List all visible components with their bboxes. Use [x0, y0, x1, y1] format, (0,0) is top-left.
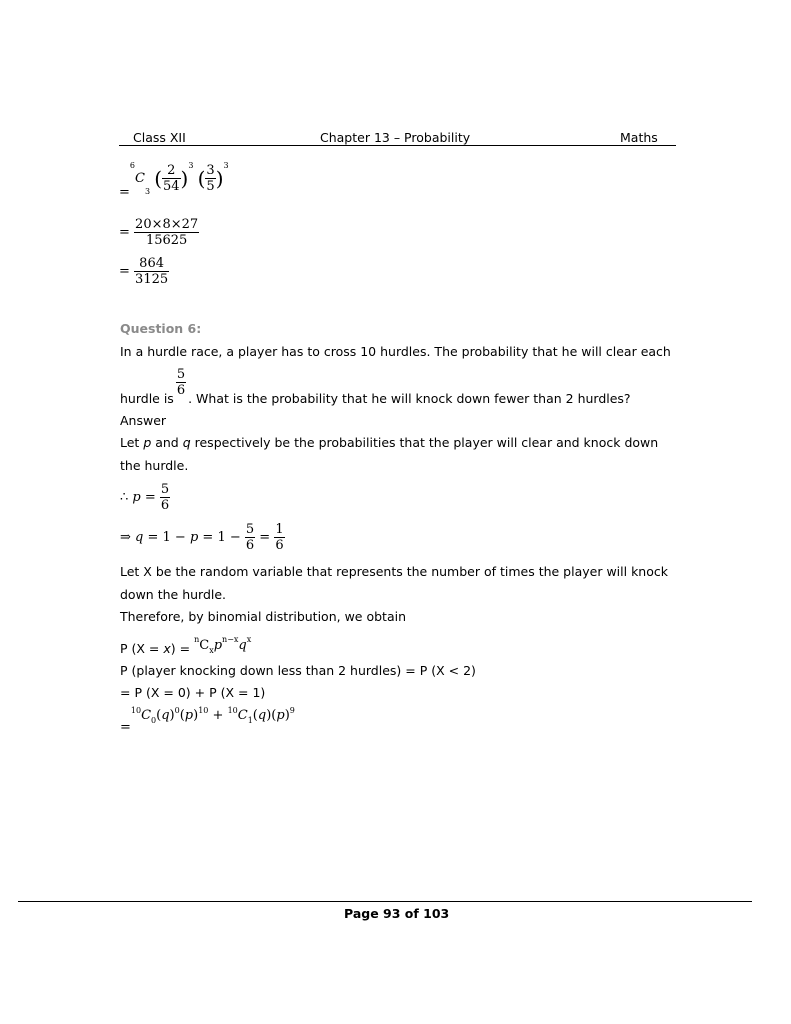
answer-label: Answer	[120, 413, 167, 428]
question-text-line-2: hurdle is $\frac{5}{6}$ . What is the probability that he will knock down fewer than 2 hurdles?	[120, 367, 631, 406]
eq-result: = $\frac{864}{3125}$	[119, 256, 169, 287]
fraction: $\frac{864}{3125}$	[135, 256, 169, 287]
eq-product: = $\frac{20\times 8\times 27}{15625}$	[119, 217, 199, 248]
footer-rule	[18, 901, 752, 902]
eq-q-value: ⇒ q = 1 − p = 1 − $\frac{5}{6}$ = $\frac{1}{6}$	[120, 522, 284, 553]
fraction: $\frac{20\times 8\times 27}{15625}$	[135, 217, 199, 248]
header-subject: Maths	[620, 130, 658, 145]
answer-line-7: = P (X = 0) + P (X = 1)	[120, 685, 266, 700]
answer-line-5: Therefore, by binomial distribution, we obtain	[120, 609, 406, 624]
fraction: $\frac{5}{6}$	[176, 367, 186, 398]
answer-line-6: P (player knocking down less than 2 hurdles) = P (X < 2)	[120, 663, 476, 678]
fraction: $\frac{5}{6}$	[245, 522, 255, 553]
header-rule	[119, 145, 676, 146]
answer-line-2: the hurdle.	[120, 458, 189, 473]
answer-line-4: down the hurdle.	[120, 587, 227, 602]
eq-p-value: ∴ p = $\frac{5}{6}$	[120, 482, 170, 513]
binomial-pmf: P $(X = x) = ^nCxp^{n-x}q^x$	[120, 635, 252, 656]
eq-binomial-sum: $=^{10}C0(q)^0(p)^{10} + ^{10}C1(q)(p)^9$	[120, 706, 295, 735]
fraction: $\frac{3}{5}$	[206, 163, 215, 194]
header-class: Class XII	[133, 130, 186, 145]
fraction: $\frac{5}{6}$	[160, 482, 170, 513]
answer-line-3: Let X be the random variable that represents the number of times the player will knock	[120, 564, 668, 579]
fraction: $\frac{2}{54}$	[163, 163, 180, 194]
question-title: Question 6:	[120, 321, 202, 336]
header-chapter: Chapter 13 – Probability	[320, 130, 471, 145]
fraction: $\frac{1}{6}$	[275, 522, 284, 553]
answer-line-1: Let p and q respectively be the probabilities that the player will clear and knock down	[120, 435, 659, 450]
question-text-line-1: In a hurdle race, a player has to cross 10 hurdles. The probability that he will clear each	[120, 344, 671, 359]
page-number: Page 93 of 103	[344, 906, 450, 921]
eq-binomial-term: =$^6$C3 ( $\frac{2}{54}$ )$^3$ ( $\frac{3}{5}$ )$^3$	[119, 161, 229, 200]
